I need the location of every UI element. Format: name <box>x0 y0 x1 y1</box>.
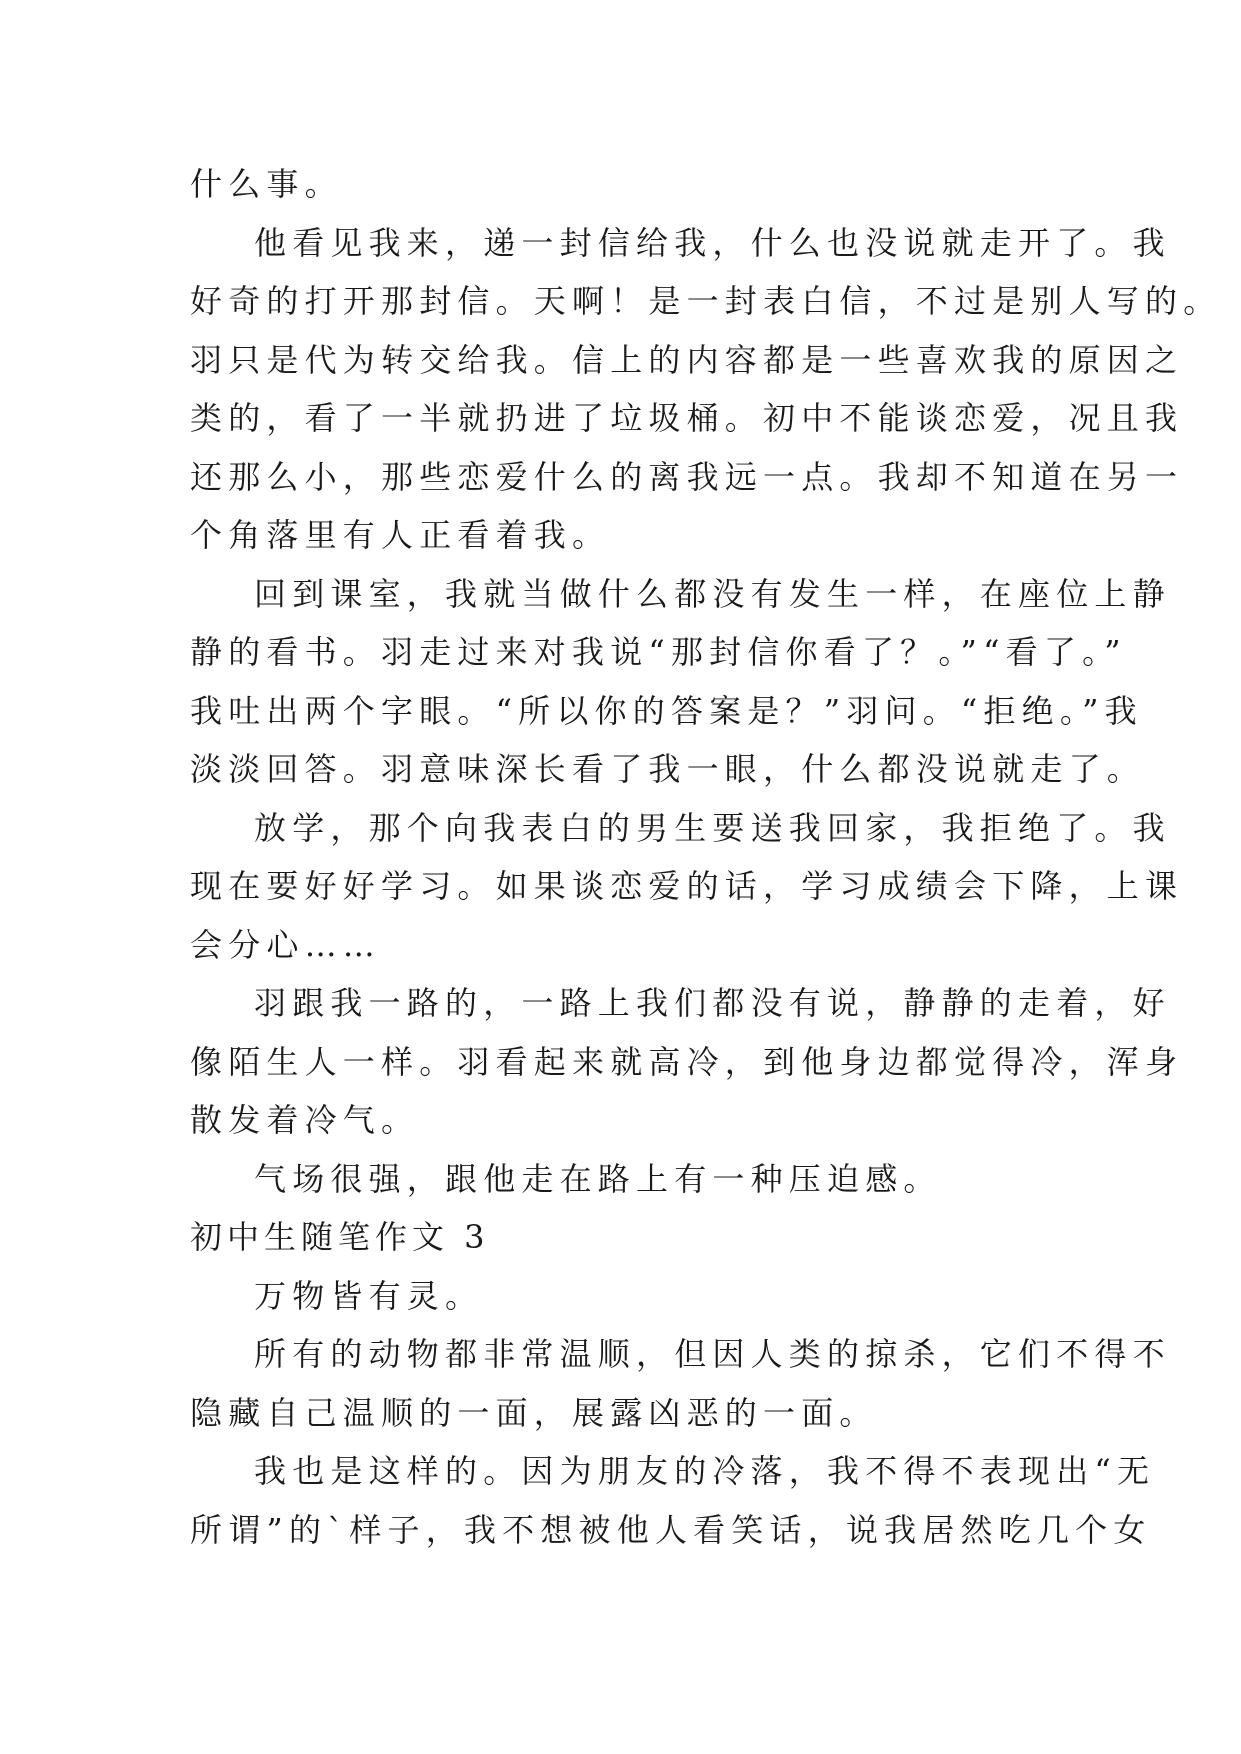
text-line: 他看见我来，递一封信给我，什么也没说就走开了。我 <box>254 223 1171 262</box>
text-line: 个角落里有人正看着我。 <box>190 516 611 554</box>
text-line: 现在要好好学习。如果谈恋爱的话，学习成绩会下降，上课 <box>190 867 1184 905</box>
section-heading: 初中生随笔作文 3 <box>190 1218 490 1256</box>
document-body <box>190 155 1222 1559</box>
text-line: 还那么小，那些恋爱什么的离我远一点。我却不知道在另一 <box>190 457 1184 496</box>
text-line: 散发着冷气。 <box>190 1101 420 1139</box>
text-line: 万物皆有灵。 <box>254 1276 484 1315</box>
text-line: 放学，那个向我表白的男生要送我回家，我拒绝了。我 <box>254 808 1171 847</box>
text-line: 什么事。 <box>190 165 343 203</box>
text-line: 静的看书。羽走过来对我说“那封信你看了？。”“看了。” <box>190 633 1127 671</box>
text-line: 会分心…… <box>190 925 382 964</box>
text-line: 隐藏自己温顺的一面，展露凶恶的一面。 <box>190 1393 878 1432</box>
text-line: 像陌生人一样。羽看起来就高冷，到他身边都觉得冷，浑身 <box>190 1042 1184 1081</box>
text-line: 类的，看了一半就扔进了垃圾桶。初中不能谈恋爱，况且我 <box>190 399 1184 437</box>
text-line: 羽跟我一路的，一路上我们都没有说，静静的走着，好 <box>254 984 1171 1022</box>
text-line: 气场很强，跟他走在路上有一种压迫感。 <box>254 1159 942 1198</box>
text-line: 好奇的打开那封信。天啊！是一封表白信，不过是别人写的。 <box>190 282 1222 320</box>
text-line: 淡淡回答。羽意味深长看了我一眼，什么都没说就走了。 <box>190 750 1146 788</box>
text-line: 羽只是代为转交给我。信上的内容都是一些喜欢我的原因之 <box>190 340 1184 379</box>
text-line: 我吐出两个字眼。“所以你的答案是？”羽问。“拒绝。”我 <box>190 691 1143 730</box>
text-line: 所有的动物都非常温顺，但因人类的掠杀，它们不得不 <box>254 1335 1171 1373</box>
text-line: 所谓”的`样子，我不想被他人看笑话，说我居然吃几个女 <box>190 1510 1152 1549</box>
text-line: 我也是这样的。因为朋友的冷落，我不得不表现出“无 <box>254 1452 1156 1490</box>
text-line: 回到课室，我就当做什么都没有发生一样，在座位上静 <box>254 574 1171 613</box>
